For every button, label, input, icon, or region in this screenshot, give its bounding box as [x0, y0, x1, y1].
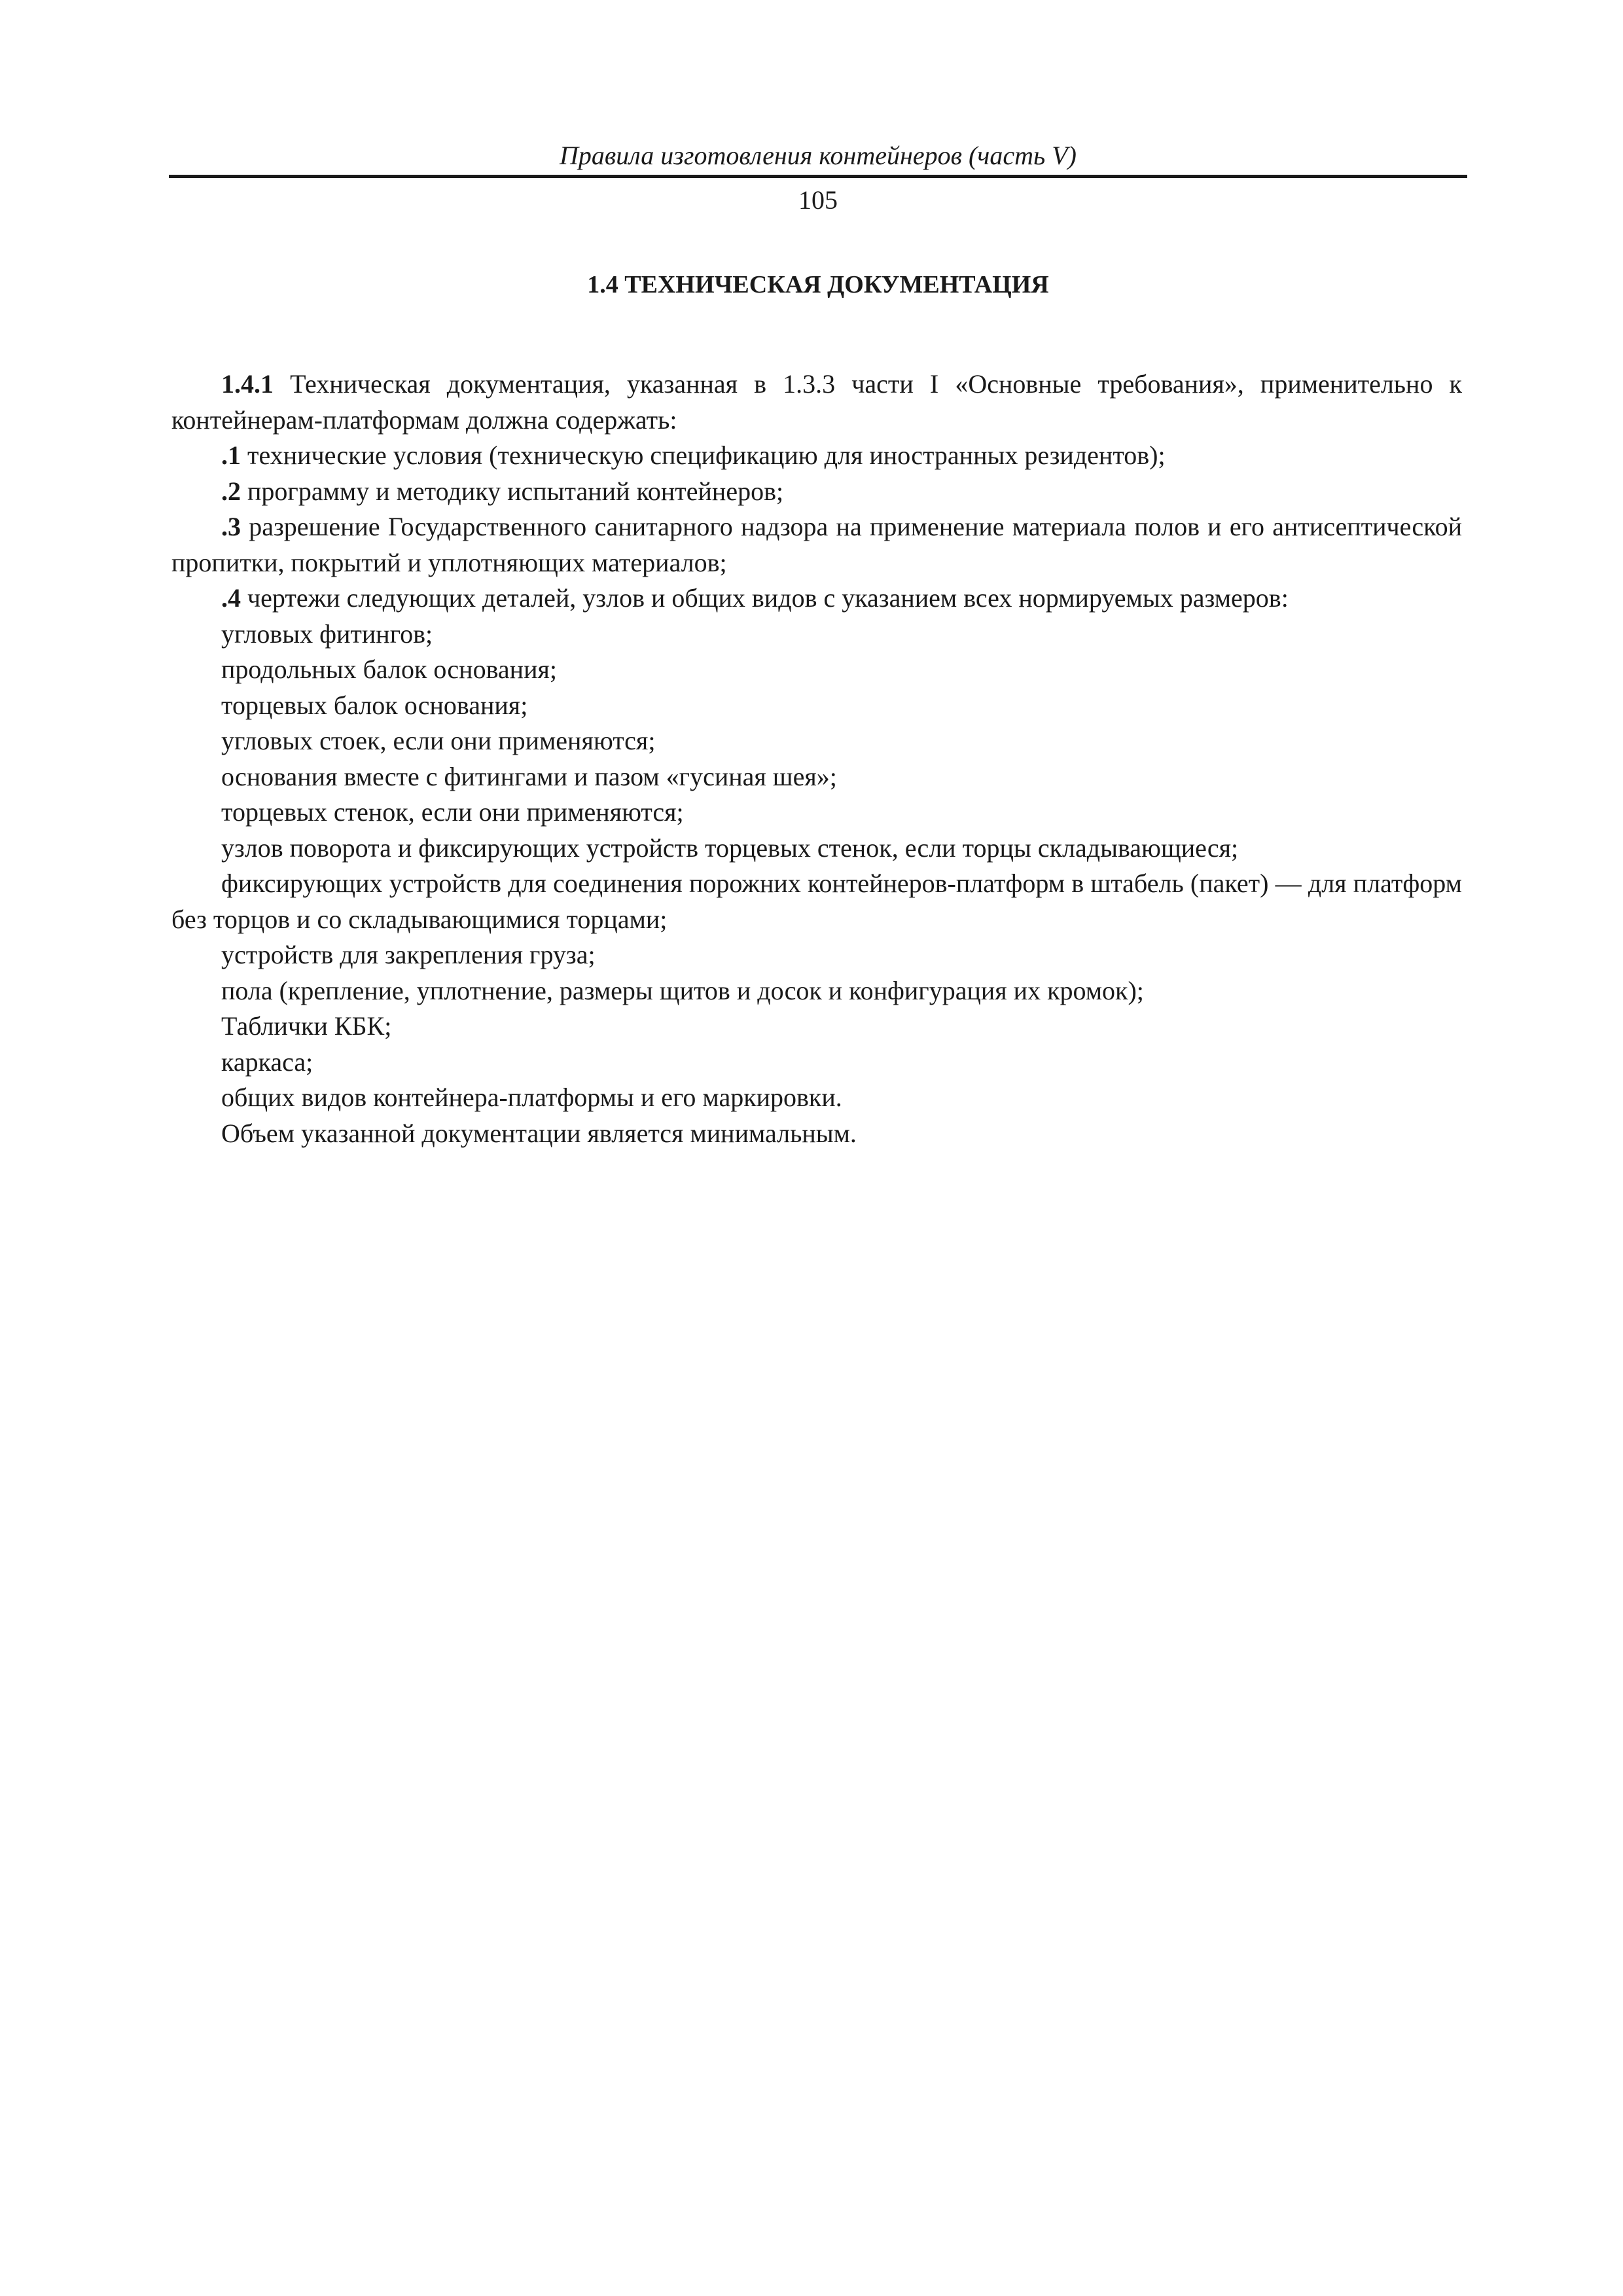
- clause-number: 1.4.1: [221, 369, 274, 399]
- drawing-item: продольных балок основания;: [221, 655, 558, 684]
- list-item-3: [171, 509, 1462, 581]
- drawing-item: угловых стоек, если они применяются;: [221, 726, 656, 755]
- drawing-item: фиксирующих устройств для соединения порожних контейнеров-платформ в штабель (пакет) — для платформ без торцов и со складывающимися торцами;: [171, 869, 1462, 934]
- list-item-text: чертежи следующих деталей, узлов и общих видов с указанием всех нормируемых размеров:: [241, 583, 1289, 613]
- page-number: 105: [798, 185, 838, 215]
- list-item-text: программу и методику испытаний контейнеров;: [241, 476, 784, 506]
- header-rule: [169, 175, 1467, 178]
- list-item-1: [171, 438, 1462, 474]
- drawing-item: торцевых стенок, если они применяются;: [221, 797, 684, 827]
- section-heading: 1.4 ТЕХНИЧЕСКАЯ ДОКУМЕНТАЦИЯ: [587, 271, 1049, 298]
- list-item-text: разрешение Государственного санитарного надзора на применение материала полов и его антисептической пропитки, покрытий и уплотняющих материалов;: [171, 512, 1462, 577]
- drawing-item: торцевых балок основания;: [221, 690, 528, 720]
- drawing-item: Таблички КБК;: [221, 1011, 392, 1041]
- drawing-item: угловых фитингов;: [221, 619, 433, 649]
- drawing-item: устройств для закрепления груза;: [221, 940, 596, 969]
- list-item-4: [171, 581, 1462, 617]
- list-item-text: технические условия (техническую спецификацию для иностранных резидентов);: [241, 440, 1166, 470]
- list-item-number: .3: [221, 512, 241, 541]
- list-item-number: .1: [221, 440, 241, 470]
- body-text: [171, 367, 1462, 1151]
- list-item-number: .4: [221, 583, 241, 613]
- drawing-item: общих видов контейнера-платформы и его маркировки.: [221, 1083, 842, 1112]
- drawing-item: каркаса;: [221, 1047, 313, 1077]
- paragraph-text: Техническая документация, указанная в 1.3.3 части I «Основные требования», применительно к контейнерам-платформам должна содержать:: [171, 369, 1462, 435]
- drawing-item: пола (крепление, уплотнение, размеры щитов и досок и конфигурация их кромок);: [221, 975, 1144, 1005]
- list-item-2: [171, 474, 1462, 510]
- running-header: Правила изготовления контейнеров (часть V): [560, 141, 1077, 170]
- paragraph-1-4-1: [171, 367, 1462, 438]
- drawing-item: узлов поворота и фиксирующих устройств торцевых стенок, если торцы складывающиеся;: [221, 833, 1239, 863]
- drawing-item: основания вместе с фитингами и пазом «гусиная шея»;: [221, 761, 837, 791]
- list-item-number: .2: [221, 476, 241, 506]
- closing-note: Объем указанной документации является минимальным.: [221, 1118, 857, 1148]
